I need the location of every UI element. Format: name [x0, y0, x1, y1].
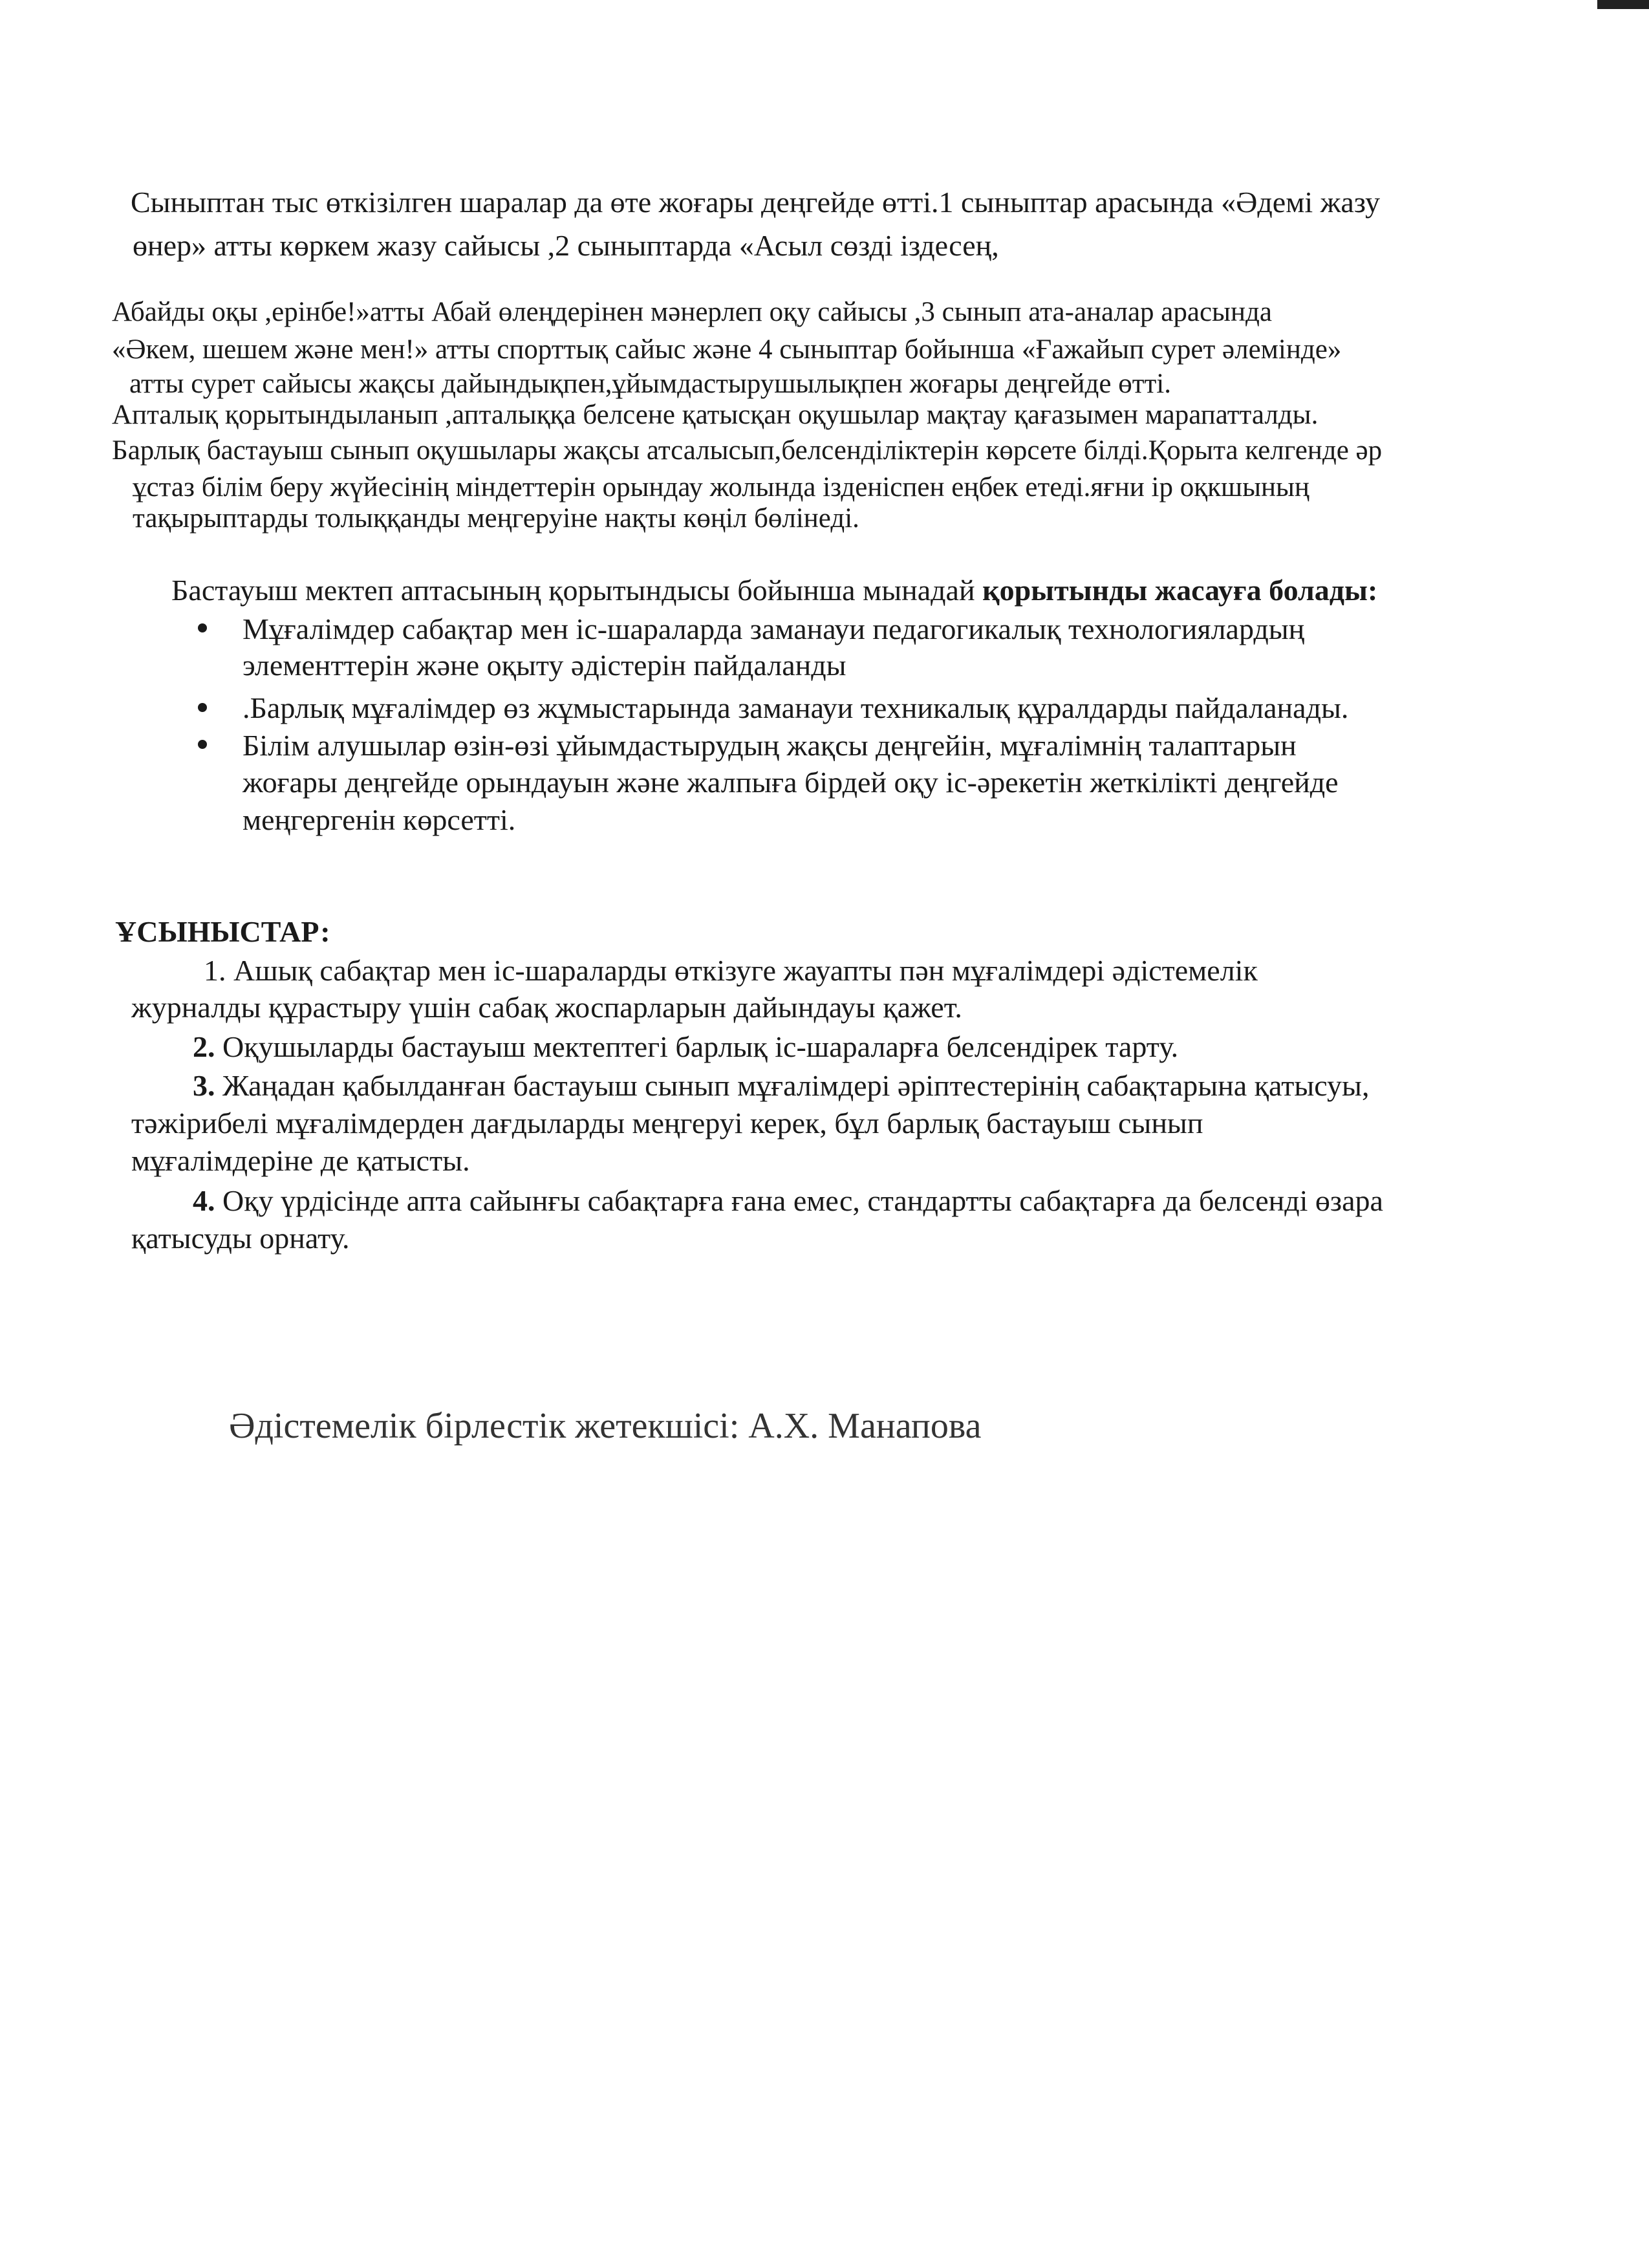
recommendation-text: Жаңадан қабылданған бастауыш сынып мұғалімдері әріптестерінің сабақтарына қатысуы, [215, 1069, 1370, 1102]
conclusion-bullet-line: Білім алушылар өзін-өзі ұйымдастырудың жақсы деңгейін, мұғалімнің талаптарын [242, 729, 1297, 762]
intro-line: Абайды оқы ,ерінбе!»атты Абай өлеңдерінен мәнерлеп оқу сайысы ,3 сынып ата-аналар арасында [112, 297, 1272, 327]
intro-line: өнер» атты көркем жазу сайысы ,2 сыныптарда «Асыл сөзді іздесең, [133, 229, 999, 262]
intro-line: тақырыптарды толыққанды меңгеруіне нақты көңіл бөлінеді. [133, 503, 859, 534]
bullet-dot [198, 740, 207, 749]
recommendation-text: Оқушыларды бастауыш мектептегі барлық іс-шараларға белсендірек тарту. [215, 1030, 1179, 1063]
bullet-dot [198, 703, 207, 712]
recommendation-item-line: журналды құрастыру үшін сабақ жоспарларын дайындауы қажет. [131, 991, 962, 1024]
intro-line: Апталық қорытындыланып ,апталыққа белсене қатысқан оқушылар мақтау қағазымен марапатталды. [112, 400, 1319, 430]
recommendation-number: 1. [204, 954, 226, 987]
intro-line: «Әкем, шешем және мен!» атты спорттық сайыс және 4 сыныптар бойынша «Ғажайып сурет әлемінде» [112, 334, 1342, 365]
conclusion-bullet-line: элементтерін және оқыту әдістерін пайдаланды [242, 649, 846, 682]
conclusion-lead [171, 576, 1377, 605]
recommendation-item-line [193, 1071, 1369, 1101]
recommendation-text: Оқу үрдісінде апта сайынғы сабақтарға ғана емес, стандартты сабақтарға да белсенді өзара [215, 1184, 1383, 1217]
recommendation-item-line [193, 1186, 1383, 1216]
intro-line: атты сурет сайысы жақсы дайындықпен,ұйымдастырушылықпен жоғары деңгейде өтті. [129, 369, 1171, 399]
signature: Әдістемелік бірлестік жетекшісі: А.Х. Манапова [229, 1406, 982, 1446]
conclusion-lead-bold: қорытынды жасауға болады: [982, 574, 1378, 607]
recommendation-item-line: қатысуды орнату. [131, 1222, 350, 1255]
recommendation-item-line [204, 956, 1258, 986]
conclusion-bullet-line: жоғары деңгейде орындауын және жалпыға бірдей оқу іс-әрекетін жеткілікті деңгейде [242, 766, 1339, 799]
bullet-dot [198, 623, 207, 632]
intro-line: ұстаз білім беру жүйесінің міндеттерін орындау жолында ізденіспен еңбек етеді.яғни ір оқкшының [133, 472, 1310, 502]
recommendation-number: 3. [193, 1069, 215, 1102]
recommendation-number: 2. [193, 1030, 215, 1063]
recommendation-text: Ашық сабақтар мен іс-шараларды өткізуге жауапты пән мұғалімдері әдістемелік [226, 954, 1258, 987]
intro-line: Барлық бастауыш сынып оқушылары жақсы атсалысып,белсенділіктерін көрсете білді.Қорыта келгенде әр [112, 435, 1383, 466]
recommendations-heading: ҰСЫНЫСТАР: [115, 915, 330, 948]
recommendation-item-line: мұғалімдеріне де қатысты. [131, 1144, 470, 1177]
intro-line: Сыныптан тыс өткізілген шаралар да өте жоғары деңгейде өтті.1 сыныптар арасында «Әдемі жазу [131, 186, 1380, 219]
scan-edge-mark [1597, 0, 1649, 9]
recommendation-item-line [193, 1032, 1178, 1062]
conclusion-bullet-line: меңгергенін көрсетті. [242, 803, 516, 836]
conclusion-lead-text: Бастауыш мектеп аптасының қорытындысы бойынша мынадай [171, 574, 983, 607]
conclusion-bullet-line: Мұғалімдер сабақтар мен іс-шараларда заманауи педагогикалық технологиялардың [242, 612, 1305, 645]
recommendation-number: 4. [193, 1184, 215, 1217]
conclusion-bullet-line: .Барлық мұғалімдер өз жұмыстарында заманауи техникалық құралдарды пайдаланады. [242, 691, 1349, 724]
recommendation-item-line: тәжірибелі мұғалімдерден дағдыларды меңгеруі керек, бұл барлық бастауыш сынып [131, 1107, 1203, 1139]
